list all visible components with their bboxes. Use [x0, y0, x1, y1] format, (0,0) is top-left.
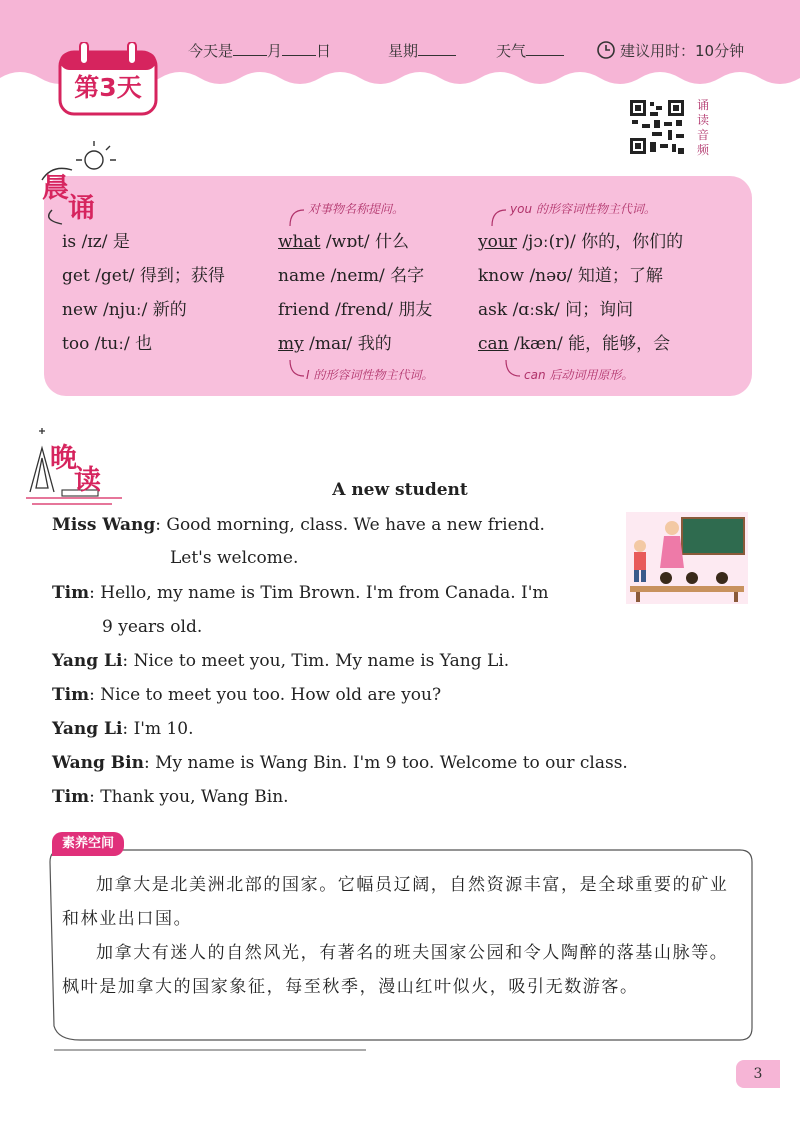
- month-label: 月: [267, 42, 283, 60]
- dialogue-line-cont: Let's welcome.: [170, 548, 299, 568]
- note-arrow-icon: [500, 358, 524, 382]
- dialogue-line: Tim: Nice to meet you too. How old are you?: [52, 685, 442, 705]
- qr-code-icon: [628, 98, 686, 156]
- note-arrow-icon: [486, 206, 510, 230]
- morning-badge-char2: 诵: [68, 193, 95, 224]
- culture-paragraph: 加拿大是北美洲北部的国家。它幅员辽阔，自然资源丰富，是全球重要的矿业和林业出口国。: [62, 875, 729, 929]
- dialogue-line: Wang Bin: My name is Wang Bin. I'm 9 too. Welcome to our class.: [52, 753, 628, 773]
- culture-tag: 素养空间: [52, 832, 124, 856]
- dialogue-line: Yang Li: I'm 10.: [52, 719, 194, 739]
- note-arrow-icon: [284, 358, 308, 382]
- clock-icon: [596, 40, 616, 60]
- weather-label: 天气: [496, 42, 527, 60]
- qr-audio-label: 诵读音频: [696, 98, 709, 157]
- weekday-blank: [418, 41, 456, 56]
- vocab-item: new /njuː/ 新的: [62, 300, 187, 320]
- classroom-illustration: [626, 512, 748, 604]
- weekday-label: 星期: [388, 42, 419, 60]
- suggested-time: 建议用时：10分钟: [620, 42, 745, 60]
- dialogue-line: Tim: Hello, my name is Tim Brown. I'm from Canada. I'm: [52, 583, 549, 603]
- vocab-item: what /wɒt/ 什么: [278, 232, 410, 252]
- vocab-item: know /nəʊ/ 知道；了解: [478, 266, 663, 286]
- date-line: [188, 38, 331, 64]
- dialogue-line: Yang Li: Nice to meet you, Tim. My name is Yang Li.: [52, 651, 510, 671]
- vocab-item: get /get/ 得到；获得: [62, 266, 225, 286]
- weather-blank: [526, 41, 564, 56]
- vocab-item: too /tuː/ 也: [62, 334, 153, 354]
- vocab-item: ask /ɑːsk/ 问；询问: [478, 300, 634, 320]
- vocab-item: is /ɪz/ 是: [62, 232, 130, 252]
- month-blank: [233, 41, 267, 56]
- note-can: can 后动词用原形。: [524, 368, 634, 382]
- vocab-item: friend /frend/ 朋友: [278, 300, 433, 320]
- date-prefix: 今天是: [188, 42, 234, 60]
- vocab-item: your /jɔː(r)/ 你的，你们的: [478, 232, 684, 252]
- note-your: you 的形容词性物主代词。: [510, 202, 656, 216]
- note-my: I 的形容词性物主代词。: [306, 368, 434, 382]
- evening-badge-char1: 晚: [50, 443, 77, 474]
- reading-title: A new student: [332, 480, 468, 500]
- dialogue-line-cont: 9 years old.: [102, 617, 203, 637]
- note-what: 对事物名称提问。: [308, 202, 405, 216]
- note-arrow-icon: [284, 206, 308, 230]
- weekday-line: [388, 38, 456, 64]
- dialogue-line: Tim: Thank you, Wang Bin.: [52, 787, 289, 807]
- culture-paragraph: 加拿大有迷人的自然风光，有著名的班夫国家公园和令人陶醉的落基山脉等。枫叶是加拿大的国家象征，每至秋季，漫山红叶似火，吸引无数游客。: [62, 943, 729, 997]
- morning-badge-char1: 晨: [42, 173, 69, 204]
- weather-line: [496, 38, 564, 64]
- vocab-item: my /maɪ/ 我的: [278, 334, 392, 354]
- vocab-item: name /neɪm/ 名字: [278, 266, 425, 286]
- day-blank: [282, 41, 316, 56]
- vocab-item: can /kæn/ 能，能够，会: [478, 334, 671, 354]
- page-number: 3: [736, 1060, 780, 1088]
- dialogue-line: Miss Wang: Good morning, class. We have a new friend.: [52, 515, 545, 535]
- day-of-month-label: 日: [316, 42, 332, 60]
- evening-badge-char2: 读: [74, 465, 101, 496]
- day-label: 第3天: [74, 73, 142, 102]
